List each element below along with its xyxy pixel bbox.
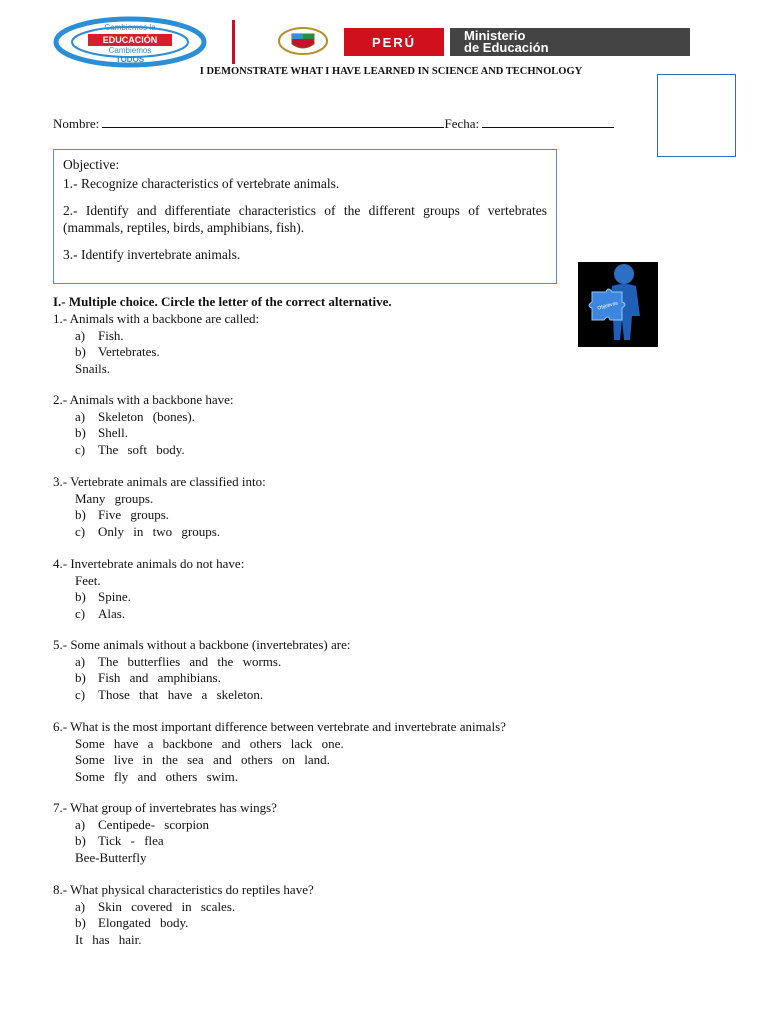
ministry-line-2: de Educación — [464, 40, 549, 55]
name-label: Nombre: — [53, 116, 100, 131]
question-8-option-3[interactable] — [75, 932, 142, 948]
option-text: Those that have a skeleton. — [98, 686, 264, 702]
question-7-option-2[interactable] — [75, 833, 164, 849]
date-field[interactable] — [482, 116, 614, 128]
date-label: Fecha: — [444, 116, 480, 131]
option-text: Skeleton (bones). — [98, 408, 195, 424]
objective-box — [53, 149, 557, 284]
question-2-option-2[interactable] — [75, 425, 128, 441]
question-4-option-1[interactable] — [75, 573, 101, 589]
option-letter: b) — [75, 915, 86, 930]
option-text: Elongated body. — [98, 915, 189, 930]
option-letter: c) — [75, 605, 86, 621]
option-text: The soft body. — [98, 441, 185, 457]
question-8: 8.- What physical characteristics do reptiles have? — [53, 882, 314, 897]
logo-line-4: TODOS — [115, 55, 145, 64]
question-3: 3.- Vertebrate animals are classified into: — [53, 474, 266, 489]
question-2-option-1[interactable] — [75, 409, 195, 425]
option-letter: c) — [75, 686, 86, 702]
question-8-option-1[interactable] — [75, 899, 235, 915]
question-4: 4.- Invertebrate animals do not have: — [53, 556, 245, 571]
question-5: 5.- Some animals without a backbone (invertebrates) are: — [53, 637, 351, 652]
score-box[interactable] — [657, 74, 736, 157]
question-6-option-1[interactable] — [75, 736, 344, 752]
option-text: Spine. — [98, 589, 131, 604]
logo-line-1: Cambiemos la — [104, 23, 156, 32]
option-text: Bee-Butterfly — [75, 849, 147, 865]
option-letter: b) — [75, 833, 86, 848]
header-divider — [232, 20, 235, 64]
logo-line-2: EDUCACIÓN — [102, 35, 158, 45]
cambiemos-logo — [52, 16, 208, 68]
question-3-option-2[interactable] — [75, 507, 169, 523]
peru-shield-icon — [270, 26, 336, 56]
question-1-option-1[interactable] — [75, 328, 124, 344]
option-text: Alas. — [98, 605, 126, 621]
question-7: 7.- What group of invertebrates has wings? — [53, 800, 277, 815]
ministry-line-1: Ministerio — [464, 28, 526, 43]
option-text: Some live in the sea and others on land. — [75, 752, 330, 767]
logo-line-3: Cambiemos — [108, 46, 152, 55]
option-text: Five groups. — [98, 507, 169, 522]
option-text: The butterflies and the worms. — [98, 653, 282, 669]
question-4-option-3[interactable] — [75, 606, 125, 622]
objective-item-1: 1.- Recognize characteristics of vertebrate animals. — [63, 176, 340, 191]
option-text: Fish and amphibians. — [98, 670, 221, 685]
question-3-option-1[interactable] — [75, 491, 153, 507]
question-1: 1.- Animals with a backbone are called: — [53, 311, 260, 326]
ministry-banner — [450, 28, 690, 56]
option-text: Skin covered in scales. — [98, 898, 236, 914]
question-5-option-1[interactable] — [75, 654, 281, 670]
section-title: I.- Multiple choice. Circle the letter of the correct alternative. — [53, 294, 392, 309]
question-6-option-2[interactable] — [75, 752, 330, 768]
peru-banner — [344, 28, 444, 56]
option-text: Many groups. — [75, 490, 154, 506]
question-8-option-2[interactable] — [75, 915, 188, 931]
option-letter: c) — [75, 523, 86, 539]
question-7-option-1[interactable] — [75, 817, 209, 833]
option-letter: c) — [75, 441, 86, 457]
objective-item-3: 3.- Identify invertebrate animals. — [63, 247, 241, 262]
option-letter: a) — [75, 408, 86, 424]
option-text: Vertebrates. — [98, 344, 160, 359]
question-3-option-3[interactable] — [75, 524, 220, 540]
question-2: 2.- Animals with a backbone have: — [53, 392, 234, 407]
puzzle-caption: Objetivos — [596, 300, 619, 312]
question-5-option-3[interactable] — [75, 687, 263, 703]
objectives-puzzle-image — [578, 262, 658, 347]
objective-item-2: 2.- Identify and differentiate characteristics of the different groups of vertebrates (mammals, reptiles, birds, amphibians, fish). — [63, 203, 547, 235]
option-letter: b) — [75, 670, 86, 685]
option-letter: a) — [75, 327, 86, 343]
option-text: Shell. — [98, 425, 128, 440]
name-field[interactable] — [102, 116, 444, 128]
option-letter: a) — [75, 816, 86, 832]
question-6: 6.- What is the most important difference between vertebrate and invertebrate animals? — [53, 719, 506, 734]
question-4-option-2[interactable] — [75, 589, 131, 605]
option-text: Snails. — [75, 360, 111, 376]
peru-label: PERÚ — [371, 34, 417, 50]
option-text: It has hair. — [75, 931, 142, 947]
question-5-option-2[interactable] — [75, 670, 221, 686]
option-letter: b) — [75, 344, 86, 359]
question-2-option-3[interactable] — [75, 442, 185, 458]
document-title: I DEMONSTRATE WHAT I HAVE LEARNED IN SCIENCE AND TECHNOLOGY — [199, 66, 583, 77]
question-7-option-3[interactable] — [75, 850, 146, 866]
option-letter: a) — [75, 898, 86, 914]
option-text: Tick - flea — [98, 833, 164, 848]
option-text: Some have a backbone and others lack one. — [75, 735, 344, 751]
option-letter: b) — [75, 507, 86, 522]
option-letter: b) — [75, 589, 86, 604]
name-row — [53, 116, 614, 132]
question-1-option-2[interactable] — [75, 344, 160, 360]
option-letter: a) — [75, 653, 86, 669]
option-text: Only in two groups. — [98, 523, 220, 539]
question-1-option-3[interactable] — [75, 361, 110, 377]
question-6-option-3[interactable] — [75, 769, 238, 785]
option-text: Centipede- scorpion — [98, 816, 210, 832]
option-text: Feet. — [75, 572, 101, 588]
objective-heading: Objective: — [63, 157, 120, 172]
option-text: Some fly and others swim. — [75, 768, 239, 784]
option-letter: b) — [75, 425, 86, 440]
option-text: Fish. — [98, 327, 124, 343]
